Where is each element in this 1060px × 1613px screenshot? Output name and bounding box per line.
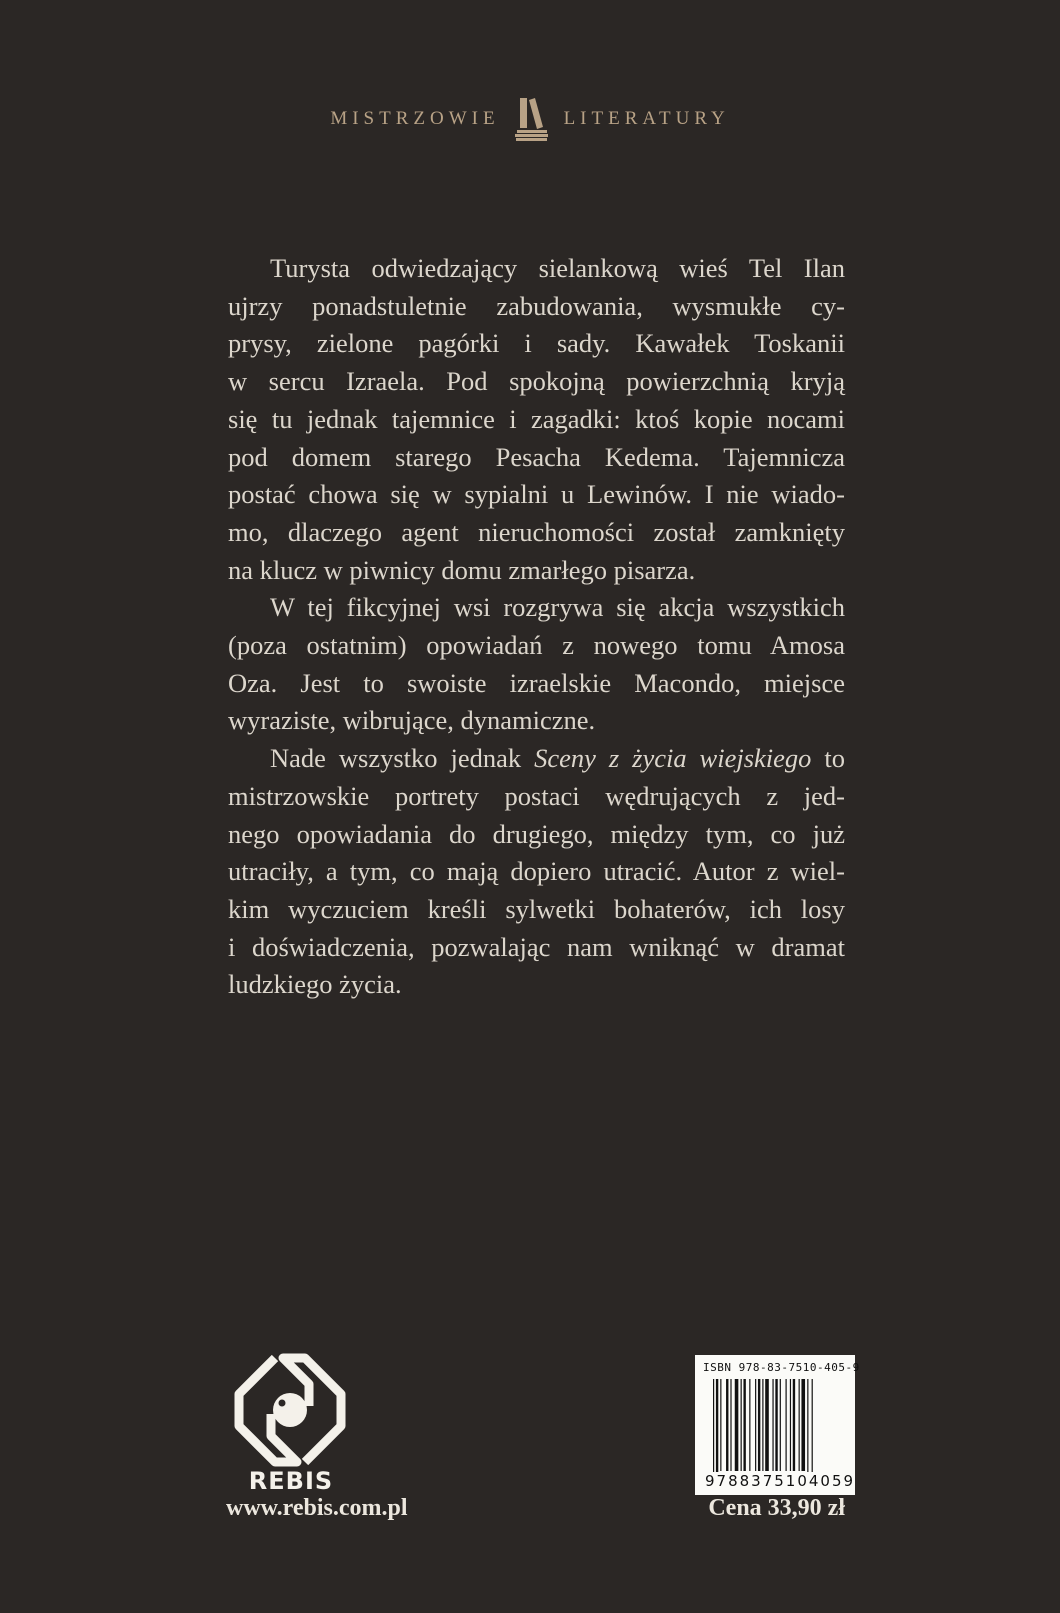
barcode-digits: 9788375104059	[705, 1472, 856, 1490]
barcode-bar	[713, 1379, 714, 1479]
barcode-bar	[735, 1379, 739, 1471]
barcode-bar	[775, 1379, 777, 1471]
barcode-bar	[758, 1379, 760, 1471]
paragraph-line: i doświadczenia, pozwalając nam wniknąć w dramat	[228, 931, 845, 962]
paragraph-line: ujrzy ponadstuletnie zabudowania, wysmukłe cy-	[228, 290, 845, 321]
paragraph-line: utraciły, a tym, co mają dopiero utracić. Autor z wiel-	[228, 856, 845, 887]
books-icon	[514, 96, 550, 142]
barcode-bar	[765, 1379, 769, 1471]
barcode-bar	[743, 1379, 745, 1471]
publisher-name: REBIS	[248, 1467, 334, 1495]
series-name-right: LITERATURY	[563, 108, 730, 129]
series-header	[0, 96, 1060, 142]
price: Cena 33,90 zł	[708, 1495, 845, 1521]
barcode-bar	[720, 1379, 721, 1471]
barcode-bar	[716, 1379, 718, 1479]
barcode-bar	[799, 1379, 800, 1471]
paragraph-1	[228, 250, 845, 589]
paragraph-line: nego opowiadania do drugiego, między tym, co już	[228, 818, 845, 849]
paragraph-line: się tu jednak tajemnice i zagadki: ktoś kopie nocami	[228, 403, 845, 434]
barcode-bars	[713, 1379, 839, 1479]
paragraph-line: Turysta odwiedzający sielankową wieś Tel Ilan	[270, 253, 845, 283]
barcode-bar	[726, 1379, 728, 1471]
paragraph-line: mo, dlaczego agent nieruchomości został zamknięty	[228, 516, 845, 547]
barcode-bar	[772, 1379, 773, 1471]
paragraph-line: mistrzowskie portrety postaci wędrujących z jed-	[228, 780, 845, 811]
paragraph-line: na klucz w piwnicy domu zmarłego pisarza.	[228, 554, 696, 585]
blurb-text	[228, 250, 845, 1004]
isbn-barcode	[695, 1355, 860, 1495]
barcode-bar	[741, 1379, 742, 1471]
rebis-logo-icon	[225, 1350, 355, 1470]
paragraph-line: postać chowa się w sypialni u Lewinów. I nie wiado-	[228, 479, 845, 510]
paragraph-line: kim wyczuciem kreśli sylwetki bohaterów, ich losy	[228, 893, 845, 924]
paragraph-3	[228, 740, 845, 1004]
barcode-bar	[812, 1379, 813, 1479]
paragraph-2	[228, 589, 845, 740]
paragraph-line: ludzkiego życia.	[228, 969, 402, 1000]
paragraph-line: pod domem starego Pesacha Kedema. Tajemnicza	[228, 441, 845, 472]
barcode-bar	[793, 1379, 795, 1471]
barcode-bar	[762, 1379, 763, 1471]
paragraph-line: W tej fikcyjnej wsi rozgrywa się akcja wszystkich	[270, 592, 845, 623]
book-title: Sceny z życia wiejskiego	[534, 743, 812, 774]
barcode-bar	[730, 1379, 731, 1471]
barcode-bar	[801, 1379, 805, 1471]
paragraph-line: prysy, zielone pagórki i sady. Kawałek Toskanii	[228, 328, 845, 359]
publisher-url[interactable]: www.rebis.com.pl	[226, 1495, 408, 1521]
barcode-bar	[807, 1379, 808, 1479]
barcode-bar	[780, 1379, 781, 1471]
barcode-bar	[790, 1379, 791, 1471]
barcode-bar	[749, 1379, 750, 1471]
barcode-bar	[755, 1379, 756, 1471]
paragraph-line: Oza. Jest to swoiste izraelskie Macondo, miejsce	[228, 667, 845, 698]
paragraph-line: wyraziste, wibrujące, dynamiczne.	[228, 705, 596, 736]
paragraph-line: w sercu Izraela. Pod spokojną powierzchnią kryją	[228, 366, 845, 397]
paragraph-line: Nade wszystko jednak Sceny z życia wiejskiego to	[270, 743, 845, 774]
barcode-bar	[786, 1379, 787, 1471]
series-name-left: MISTRZOWIE	[330, 108, 500, 129]
paragraph-line: (poza ostatnim) opowiadań z nowego tomu Amosa	[228, 630, 845, 661]
isbn-label: ISBN 978-83-7510-405-9	[703, 1361, 860, 1374]
